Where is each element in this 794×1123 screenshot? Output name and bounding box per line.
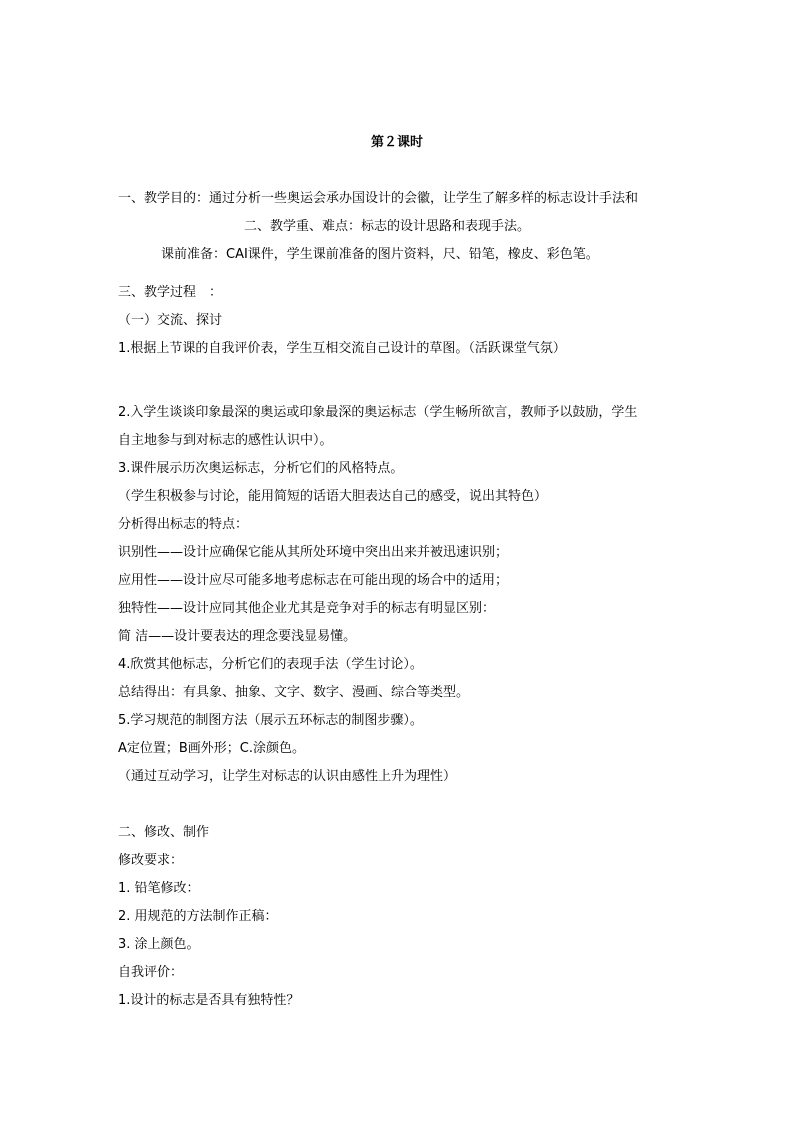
feature-recognizability-line: 识别性——设计应确保它能从其所处环境中突出出来并被迅速识别； [118,545,509,560]
modify-item-1: 1. 铅笔修改： [118,881,200,896]
step-2-line: 2.入学生谈谈印象最深的奥运或印象最深的奥运标志（学生畅所欲言，教师予以鼓励，学生 [118,405,638,420]
self-evaluation-heading: 自我评价： [118,965,184,980]
summary-line: 总结得出：有具象、抽象、文字、数字、漫画、综合等类型。 [118,685,470,700]
modify-requirements-line: 修改要求： [118,853,184,868]
feature-uniqueness-line: 独特性——设计应同其他企业尤其是竞争对手的标志有明显区别： [118,601,496,616]
section-process-heading: 三、教学过程 ： [118,285,223,300]
drawing-steps-line: A定位置；B画外形；C.涂颜色。 [118,741,306,756]
feature-simplicity-line: 简 洁——设计要表达的理念要浅显易懂。 [118,629,357,644]
features-intro-line: 分析得出标志的特点： [118,517,249,532]
preparation-line: 课前准备：CAI课件，学生课前准备的图片资料，尺、铅笔，橡皮、彩色笔。 [161,247,599,262]
section-objective-line: 一、教学目的：通过分析一些奥运会承办国设计的会徽，让学生了解多样的标志设计手法和 [118,191,639,206]
section-key-points-line: 二、教学重、难点：标志的设计思路和表现手法。 [244,219,531,234]
subsection-exchange-heading: （一）交流、探讨 [118,313,223,328]
step-4-line: 4.欣赏其他标志，分析它们的表现手法（学生讨论）。 [118,657,423,672]
step-3-line: 3.课件展示历次奥运标志，分析它们的风格特点。 [118,461,404,476]
step-3-note-line: （学生积极参与讨论，能用简短的话语大胆表达自己的感受，说出其特色） [118,489,548,504]
step-5-line: 5.学习规范的制图方法（展示五环标志的制图步骤）。 [118,713,423,728]
step-1-line: 1.根据上节课的自我评价表，学生互相交流自己设计的草图。（活跃课堂气氛） [118,341,566,356]
interactive-note-line: （通过互动学习，让学生对标志的认识由感性上升为理性） [118,769,457,784]
modify-item-3: 3. 涂上颜色。 [118,937,200,952]
section-modify-heading: 二、修改、制作 [118,825,210,840]
step-2-continuation-line: 自主地参与到对标志的感性认识中）。 [118,433,333,448]
modify-item-2: 2. 用规范的方法制作正稿： [118,909,278,924]
page-title: 第２课时 [370,135,423,150]
feature-applicability-line: 应用性——设计应尽可能多地考虑标志在可能出现的场合中的适用； [118,573,509,588]
self-evaluation-item-1: 1.设计的标志是否具有独特性？ [118,993,300,1008]
